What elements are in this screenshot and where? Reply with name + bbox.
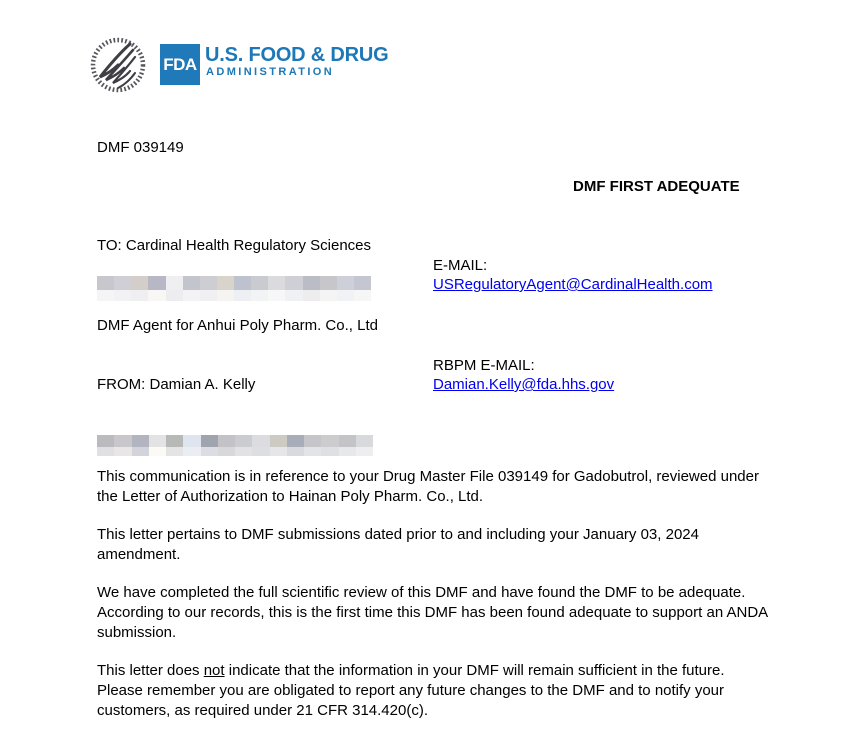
redacted-date-block [97, 435, 373, 456]
rbpm-email-link[interactable]: Damian.Kelly@fda.hhs.gov [433, 376, 615, 393]
dmf-number: DMF 039149 [97, 139, 184, 156]
to-line: TO: Cardinal Health Regulatory Sciences [97, 237, 372, 254]
fda-logo-text: FDA [163, 54, 197, 74]
redacted-address-block [97, 276, 371, 301]
paragraph-review: We have completed the full scientific review of this DMF and have found the DMF to be adequate. According to our records, this is the first time this DMF has been found adequate to support an ANDA submission. [97, 584, 768, 641]
fda-wordmark-line2: ADMINISTRATION [206, 66, 335, 78]
paragraph-submissions: This letter pertains to DMF submissions dated prior to and including your January 03, 2024 amendment. [97, 526, 699, 563]
from-line: FROM: Damian A. Kelly [97, 376, 256, 393]
fda-logo-box [160, 44, 200, 85]
email-link[interactable]: USRegulatoryAgent@CardinalHealth.com [433, 276, 713, 293]
disclaimer-text-before: This letter does [97, 662, 204, 679]
fda-wordmark-line1: U.S. FOOD & DRUG [205, 44, 389, 66]
paragraph-disclaimer [97, 661, 769, 721]
disclaimer-text-after: indicate that the information in your DMF will remain sufficient in the future. Please remember you are obligated to report any future changes to the DMF and to notify your customers, as required under 21 CFR 314.420(c). [97, 662, 725, 719]
hhs-seal-icon [90, 36, 146, 95]
letter-body [97, 467, 769, 739]
email-label: E-MAIL: [433, 257, 488, 274]
paragraph-reference: This communication is in reference to your Drug Master File 039149 for Gadobutrol, reviewed under the Letter of Authorization to Hainan Poly Pharm. Co., Ltd. [97, 468, 759, 505]
disclaimer-underlined-word: not [203, 662, 225, 679]
letter-type-heading: DMF FIRST ADEQUATE [573, 178, 740, 195]
agent-line: DMF Agent for Anhui Poly Pharm. Co., Ltd [97, 317, 378, 334]
rbpm-email-label: RBPM E-MAIL: [433, 357, 535, 374]
